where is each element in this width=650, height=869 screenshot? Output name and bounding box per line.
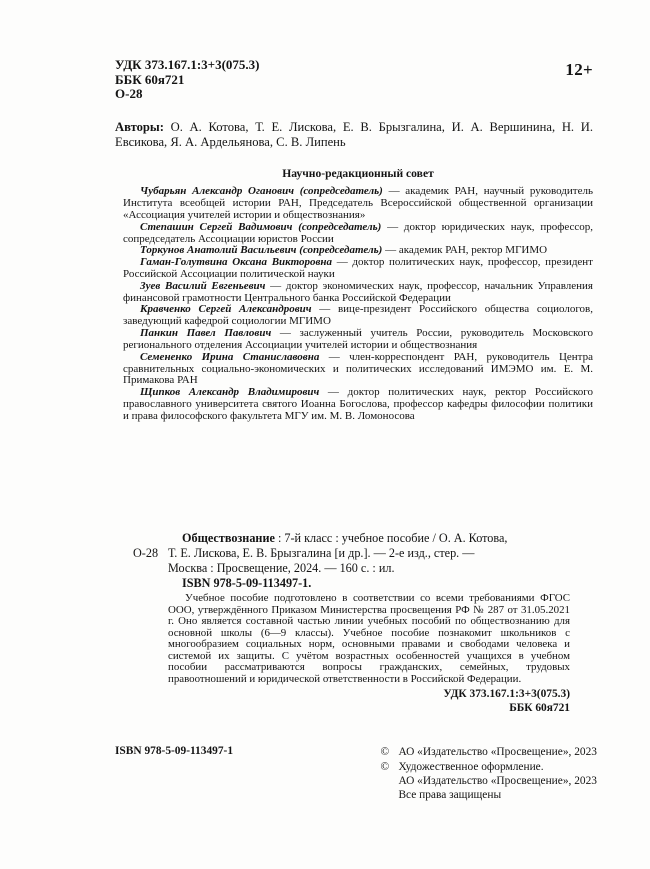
udk-code-bottom: УДК 373.167.1:3+3(075.3) [443,688,570,701]
classification-codes-bottom [168,688,570,715]
council-member-name: Зуев Василий Евгеньевич [140,279,266,292]
council-member-desc: — академик РАН, ректор МГИМО [382,244,548,257]
imprint-line-1 [168,531,590,546]
council-member-desc: — академик РАН, научный руководитель Института всеобщей истории РАН, Председатель Всероссийской общественной организации «Ассоциация учителей истории и обществознания» [123,185,593,221]
copyright-text: Художественное оформление. [398,760,544,773]
age-rating-badge: 12+ [565,60,593,79]
classification-codes [115,58,260,102]
annotation-text: Учебное пособие подготовлено в соответствии со всеми требованиями ФГОС ООО, утверждённого Приказом Министерства просвещения РФ № 287 от 31.05.2021 г. Оно является составной частью линии учебных пособий по обществознанию для основной школы (6—9 классы). Учебное пособие познакомит школьников с многообразием социальных норм, основными правами и свободами человека и системой их защиты. С учётом возрастных особенностей учащихся в учебном пособии рассматриваются вопросы гражданских, семейных, трудовых правоотношений и юридической ответственности в Российской Федерации. [168,592,570,685]
council-title: Научно-редакционный совет [282,167,434,181]
authors-names: О. А. Котова, Т. Е. Лискова, Е. В. Брызгалина, И. А. Вершинина, Н. И. Евсикова, Я. А. Ардельянова, С. В. Липень [115,119,593,149]
page-header [115,58,593,102]
council-member-desc: — доктор юридических наук, профессор, сопредседатель Ассоциации юристов России [123,220,594,245]
copyright-row [380,745,597,759]
council-member-name: Степашин Сергей Вадимович (сопредседатель) [140,220,382,233]
bbk-code: ББК 60я721 [115,71,185,87]
copyright-symbol: © [380,760,390,773]
bbk-code-bottom: ББК 60я721 [509,701,570,714]
council-member [123,352,593,387]
council-member-name: Панкин Павел Павлович [140,327,272,340]
council-member-desc: — заслуженный учитель России, руководитель Московского регионального отделения Ассоциации учителей истории и обществознания [123,327,594,351]
book-title: Обществознание [182,530,275,545]
udk-code: УДК 373.167.1:3+3(075.3) [115,57,260,72]
catalog-code: О-28 [115,86,143,102]
council-member [123,328,593,352]
council-member-name: Гаман-Голутвина Оксана Викторовна [140,256,333,269]
copyright-row [380,774,597,788]
council-member-name: Чубарьян Александр Оганович (сопредседатель) [140,185,383,198]
council-member [123,281,593,305]
imprint-line-2: Т. Е. Лискова, Е. В. Брызгалина [и др.]. — 2-е изд., стер. — [168,545,475,560]
imprint-isbn: ISBN 978-5-09-113497-1. [182,575,312,590]
council-member-name: Торкунов Анатолий Васильевич (сопредседатель) [140,244,383,257]
page-footer [115,745,597,802]
copyright-row [380,760,597,774]
authors-label: Авторы: [115,119,164,134]
copyright-symbol: © [380,746,390,759]
council-member-name: Кравченко Сергей Александрович [140,303,312,316]
council-member-desc: — член-корреспондент РАН, руководитель Центра сравнительных социально-экономических и политических исследований ИМЭМО им. Е. М. Примакова РАН [123,350,593,387]
imprint-line-1-rest: : 7-й класс : учебное пособие / О. А. Котова, [274,530,508,545]
council-member [123,186,593,221]
copyright-symbol [380,774,398,788]
council-member-desc: — доктор политических наук, профессор, президент Российской Ассоциации политической науки [123,256,593,281]
imprint-line-3: Москва : Просвещение, 2024. — 160 с. : ил. [168,560,395,575]
catalog-card-code: О-28 [133,545,159,560]
copyright-row [380,788,597,802]
council-member [123,304,593,328]
council-member-desc: — вице-президент Российского общества социологов, заведующий кафедрой социологии МГИМО [123,303,593,328]
footer-isbn: ISBN 978-5-09-113497-1 [115,745,234,758]
catalog-card [133,530,590,592]
council-member-name: Семененко Ирина Станиславовна [140,350,320,363]
authors-line [115,120,593,150]
copyright-text: АО «Издательство «Просвещение», 2023 [398,774,597,787]
council-member-desc: — доктор политических наук, ректор Российского православного университета святого Иоанна Богослова, профессор кафедры философии политики и права философского факультета МГУ им. М. В. Ломоносова [123,386,593,422]
council-member [123,257,593,281]
copyright-text: Все права защищены [398,789,502,802]
council-member [123,222,593,246]
copyright-symbol [380,788,398,802]
council-list [123,186,593,422]
council-member-name: Щипков Александр Владимирович [140,386,320,399]
council-member [123,387,593,422]
copyright-block [380,745,597,802]
council-member-desc: — доктор экономических наук, профессор, начальник Управления финансовой грамотности Центрального банка Российской Федерации [123,279,593,304]
copyright-text: АО «Издательство «Просвещение», 2023 [398,746,597,759]
